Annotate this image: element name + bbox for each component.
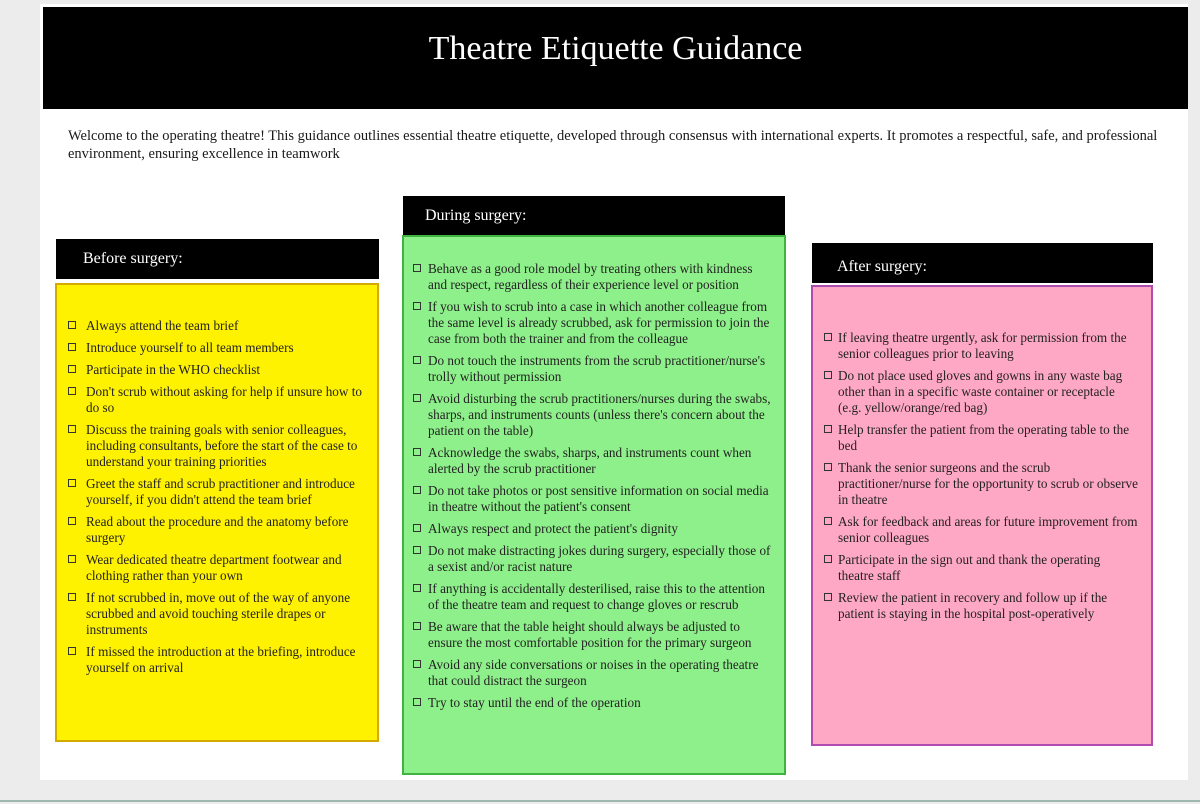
checklist-item [413,391,774,439]
checkbox-icon[interactable] [413,698,421,706]
page-title: Theatre Etiquette Guidance [43,7,1188,109]
checklist-item [68,362,363,378]
checklist-item-text: Avoid any side conversations or noises in the operating theatre that could distract the surgeon [428,657,759,688]
checklist-item-text: Discuss the training goals with senior colleagues, including consultants, before the start of the case to understand your training priorities [86,422,358,469]
checkbox-icon[interactable] [413,584,421,592]
checklist-item [413,353,774,385]
checklist-item [68,644,363,676]
checkbox-icon[interactable] [413,302,421,310]
footer-divider [0,800,1200,802]
checklist-item-text: Do not place used gloves and gowns in any waste bag other than in a specific waste container or receptacle (e.g. yellow/orange/red bag) [838,368,1123,415]
checklist-item-text: If missed the introduction at the briefing, introduce yourself on arrival [86,644,356,675]
checklist-item-text: Do not touch the instruments from the scrub practitioner/nurse's trolly without permission [428,353,766,384]
intro-paragraph: Welcome to the operating theatre! This guidance outlines essential theatre etiquette, developed through consensus with international experts. It promotes a respectful, safe, and professional environment, ensuring excellence in teamwork [68,128,1158,162]
checkbox-icon[interactable] [68,425,76,433]
checkbox-icon[interactable] [824,333,832,341]
checklist-item-text: Thank the senior surgeons and the scrub practitioner/nurse for the opportunity to scrub or observe in theatre [838,460,1138,507]
checklist-item-text: Acknowledge the swabs, sharps, and instruments count when alerted by the scrub practitioner [428,445,752,476]
checklist-item-text: Try to stay until the end of the operation [428,695,641,710]
checklist-item-text: Participate in the sign out and thank the operating theatre staff [838,552,1101,583]
checklist-item [68,340,363,356]
checklist-item [68,552,363,584]
checkbox-icon[interactable] [824,555,832,563]
checklist-item-text: Introduce yourself to all team members [86,340,294,355]
checkbox-icon[interactable] [413,622,421,630]
checklist-item [824,422,1139,454]
checkbox-icon[interactable] [413,356,421,364]
checkbox-icon[interactable] [824,463,832,471]
checklist-item [413,261,774,293]
checkbox-icon[interactable] [68,479,76,487]
checklist-item-text: If you wish to scrub into a case in which another colleague from the same level is already scrubbed, ask for permission to join the case from both the trainer and from the colleague [428,299,770,346]
checkbox-icon[interactable] [413,264,421,272]
checkbox-icon[interactable] [68,593,76,601]
checklist-item [824,590,1139,622]
checklist-item [413,521,774,537]
checklist-item-text: Don't scrub without asking for help if unsure how to do so [86,384,362,415]
checkbox-icon[interactable] [413,524,421,532]
guidance-page [40,4,1188,780]
checklist-item-text: Wear dedicated theatre department footwear and clothing rather than your own [86,552,342,583]
checklist-item-text: Avoid disturbing the scrub practitioners/nurses during the swabs, sharps, and instruments counts (unless there's concern about the patient on the table) [428,391,771,438]
checklist-item [413,657,774,689]
before-surgery-panel [55,283,379,742]
checkbox-icon[interactable] [824,425,832,433]
checklist-item-text: Behave as a good role model by treating others with kindness and respect, regardless of their experience level or position [428,261,753,292]
checkbox-icon[interactable] [68,365,76,373]
checklist-item [413,445,774,477]
after-surgery-list [813,287,1151,622]
during-surgery-list [404,237,784,711]
checkbox-icon[interactable] [413,448,421,456]
checklist-item-text: Always respect and protect the patient's dignity [428,521,678,536]
checkbox-icon[interactable] [413,394,421,402]
during-surgery-heading: During surgery: [403,196,785,235]
checkbox-icon[interactable] [824,593,832,601]
checklist-item [413,543,774,575]
checklist-item [413,695,774,711]
checklist-item-text: If anything is accidentally desterilised, raise this to the attention of the theatre team and request to change gloves or rescrub [428,581,765,612]
checklist-item [413,299,774,347]
checklist-item [824,460,1139,508]
during-surgery-panel [402,235,786,775]
checkbox-icon[interactable] [68,647,76,655]
checklist-item-text: Be aware that the table height should always be adjusted to ensure the most comfortable position for the primary surgeon [428,619,752,650]
checklist-item [68,318,363,334]
checklist-item [824,368,1139,416]
checklist-item-text: Ask for feedback and areas for future improvement from senior colleagues [838,514,1138,545]
checklist-item-text: Do not make distracting jokes during surgery, especially those of a sexist and/or racist nature [428,543,771,574]
checkbox-icon[interactable] [68,555,76,563]
checklist-item [824,552,1139,584]
after-surgery-panel [811,285,1153,746]
checklist-item-text: Do not take photos or post sensitive information on social media in theatre without the patient's consent [428,483,769,514]
checklist-item [68,590,363,638]
checklist-item [413,619,774,651]
checkbox-icon[interactable] [413,660,421,668]
checkbox-icon[interactable] [68,343,76,351]
checklist-item-text: If not scrubbed in, move out of the way of anyone scrubbed and avoid touching sterile drapes or instruments [86,590,351,637]
checklist-item-text: Help transfer the patient from the operating table to the bed [838,422,1130,453]
checklist-item [68,476,363,508]
checklist-item [824,330,1139,362]
checklist-item-text: Greet the staff and scrub practitioner and introduce yourself, if you didn't attend the team brief [86,476,355,507]
checkbox-icon[interactable] [68,387,76,395]
checklist-item [413,483,774,515]
before-surgery-heading: Before surgery: [56,239,379,279]
checklist-item [68,514,363,546]
checkbox-icon[interactable] [68,321,76,329]
checklist-item [68,422,363,470]
checklist-item [824,514,1139,546]
checkbox-icon[interactable] [413,546,421,554]
checklist-item [68,384,363,416]
checkbox-icon[interactable] [68,517,76,525]
checklist-item-text: Always attend the team brief [86,318,239,333]
checklist-item-text: Participate in the WHO checklist [86,362,261,377]
checkbox-icon[interactable] [824,517,832,525]
checkbox-icon[interactable] [824,371,832,379]
checklist-item-text: Review the patient in recovery and follow up if the patient is staying in the hospital post-operatively [838,590,1108,621]
checkbox-icon[interactable] [413,486,421,494]
checklist-item-text: Read about the procedure and the anatomy before surgery [86,514,349,545]
checklist-item [413,581,774,613]
before-surgery-list [57,285,377,676]
after-surgery-heading: After surgery: [812,243,1153,283]
checklist-item-text: If leaving theatre urgently, ask for permission from the senior colleagues prior to leaving [838,330,1127,361]
